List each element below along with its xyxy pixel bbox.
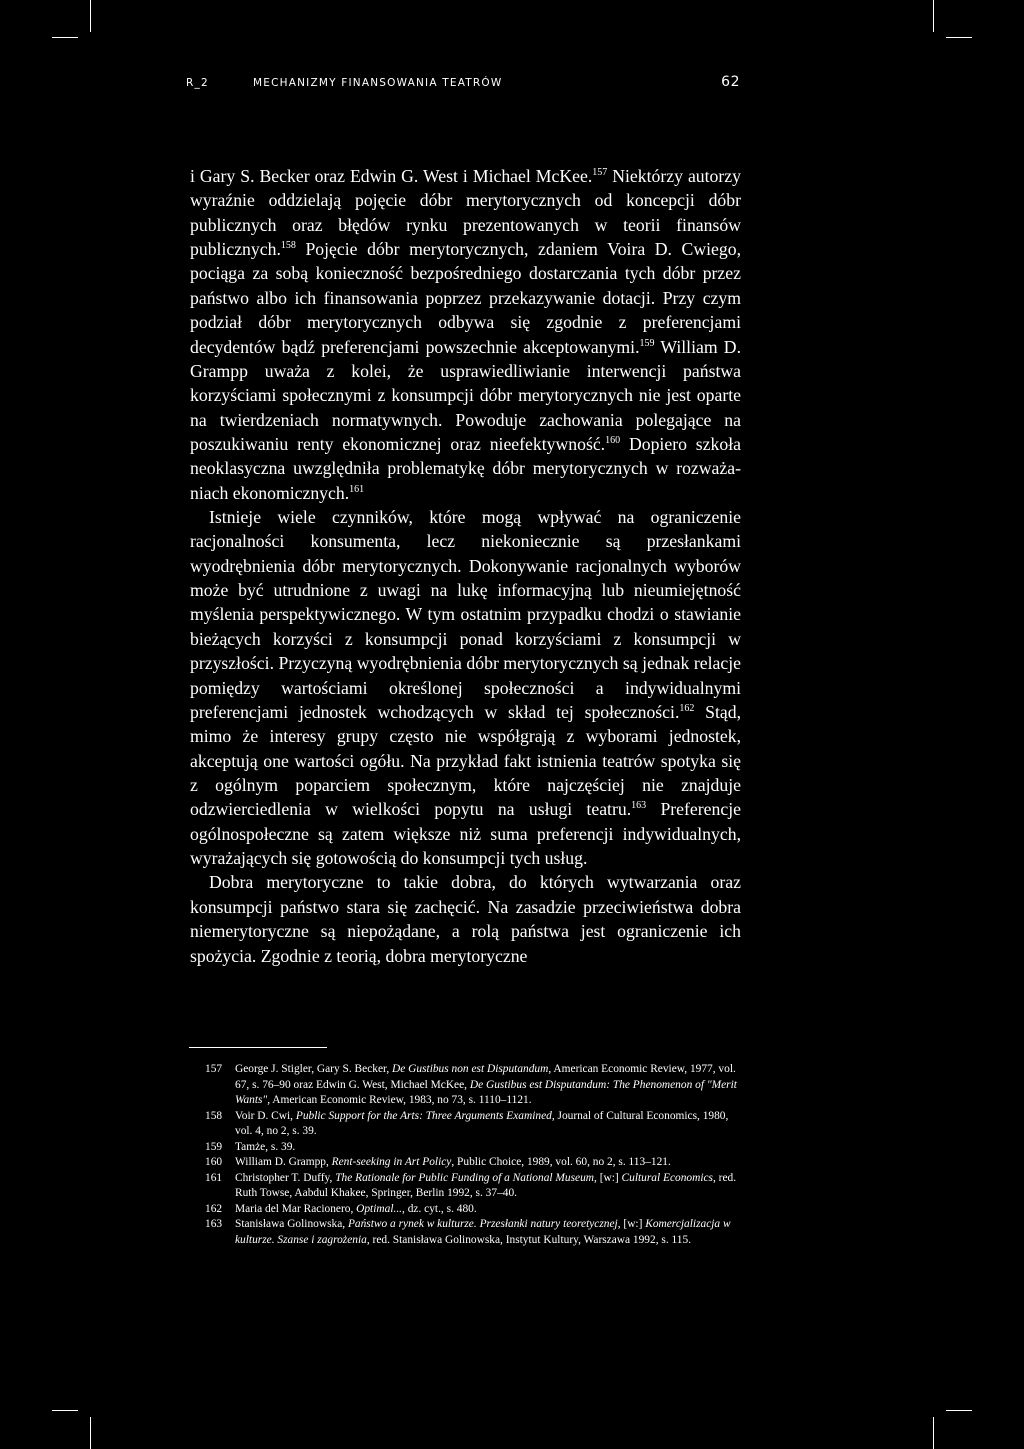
crop-mark <box>52 1410 78 1411</box>
footnote-text: , red. Ruth Towse, Aabdul Khakee, Springer, Berlin 1992, s. 37–40. <box>235 1171 737 1199</box>
footnote-ref: 157 <box>592 167 608 178</box>
footnote-ref: 159 <box>639 337 655 349</box>
crop-mark <box>946 1410 972 1411</box>
work-title: The Rationale for Public Funding of a National Museum <box>335 1171 594 1184</box>
footnote-text: William D. Grampp, <box>235 1156 332 1168</box>
text-run: Dopiero szkoła neoklasyczna uwzględniła problematykę dóbr merytorycznych w rozważaniach ekonomicznych. <box>190 433 741 503</box>
paragraph: Dobra merytoryczne to takie dobra, do których wytwarzania oraz konsumpcji państwo stara się zachęcić. Na zasadzie przeciwieństwa dobra niemerytoryczne są niepożądane, a rolą państwa jest ograniczenie ich spożycia. Zgodnie z teorią, dobra merytoryczne <box>190 872 741 966</box>
text-run: Pojęcie dóbr merytorycznych, zdaniem Voira D. Cwiego, pociąga za sobą konieczność bezpośredniego dostarczania tych dóbr przez państwo albo ich finansowania poprzez przekazywanie dotacji. Przy czym podział dóbr merytorycznych odbywa się zgodnie z preferencjami decydentów bądź preferencjami powszechnie akceptowanymi. <box>190 239 741 357</box>
footnote-text: , American Economic Review, 1977, vol. 67, s. 76–90 oraz Edwin G. West, Michael McKee, <box>235 1063 736 1091</box>
footnote-text: Christopher T. Duffy, <box>235 1171 336 1184</box>
chapter-title: MECHANIZMY FINANSOWANIA TEATRÓW <box>253 77 503 89</box>
footnote-text: , red. Stanisława Golinowska, Instytut Kultury, Warszawa 1992, s. 115. <box>366 1233 692 1246</box>
footnote-number: 158 <box>205 1109 223 1122</box>
page-number: 62 <box>721 74 740 90</box>
footnote-number: 161 <box>205 1171 223 1184</box>
crop-mark <box>90 1417 91 1449</box>
text-run: Istnieje wiele czynników, które mogą wpływać na ograniczenie racjonalności konsumenta, lecz niekoniecznie są przesłankami wyodrębnienia dóbr merytorycznych. Dokonywanie racjonalnych wyborów może być utrudnione z uwagi na lukę informacyjną lub nieumiejętność myślenia perspektywicznego. W tym ostatnim przypadku chodzi o stawianie bieżących korzyści z konsumpcji ponad korzyściami z konsumpcji w przyszłości. Przyczyną wyodrębnienia dóbr merytorycznych są jednak relacje pomiędzy wartościami określonej społeczności a indywidualnymi preferencjami jednostek wchodzących w skład tej społeczności. <box>190 507 741 722</box>
footnote-text: Maria del Mar Racionero, <box>235 1202 357 1215</box>
text-run: Niektórzy autorzy wyraźnie oddzielają pojęcie dóbr merytorycznych od koncepcji dóbr publicznych oraz błędów rynku prezentowanych w teorii finansów publicznych. <box>190 166 741 260</box>
footnote <box>205 1202 745 1218</box>
work-title: Komercjalizacja w kulturze. Szanse i zagrożenia <box>235 1218 731 1246</box>
footnote-text: George J. Stigler, Gary S. Becker, <box>235 1063 393 1075</box>
footnote-ref: 158 <box>280 240 296 252</box>
footnote-text: , [w:] <box>594 1171 622 1184</box>
crop-mark <box>933 1417 934 1449</box>
footnote-text: , Public Choice, 1989, vol. 60, no 2, s. 113–121. <box>451 1156 671 1168</box>
footnote-number: 163 <box>205 1218 223 1230</box>
section-label: R_2 <box>186 77 209 89</box>
footnotes <box>205 1062 745 1248</box>
footnote-text: , dz. cyt., s. 480. <box>402 1202 477 1215</box>
footnote <box>205 1217 745 1248</box>
footnote-ref: 163 <box>631 800 647 812</box>
work-title: Cultural Economics <box>621 1171 713 1184</box>
footnote-text: Voir D. Cwi, <box>235 1109 296 1122</box>
text-run: Preferencje ogólnospołeczne są zatem większe niż suma preferencji indywidualnych, wyrażających się gotowością do konsumpcji tych usług. <box>190 799 741 869</box>
footnote <box>205 1140 745 1156</box>
work-title: Rent-seeking in Art Policy <box>331 1156 452 1168</box>
footnote-ref: 162 <box>679 702 695 714</box>
text-run: William D. Grampp uważa z kolei, że usprawiedliwianie interwencji państwa korzyściami społecznymi z konsumpcji dóbr merytorycznych nie jest oparte na twierdzeniach normatywnych. Powoduje zachowania polegające na poszukiwaniu renty ekonomicznej oraz nieefektywność. <box>190 336 741 454</box>
crop-mark <box>933 0 934 32</box>
footnote-rule <box>189 1047 327 1048</box>
footnote-ref: 161 <box>349 483 365 495</box>
paragraph <box>190 164 741 505</box>
text-run: i Gary S. Becker oraz Edwin G. West i Michael McKee. <box>190 166 593 186</box>
footnote-text: , American Economic Review, 1983, no 73, s. 1110–1121. <box>267 1094 532 1106</box>
footnote-number: 157 <box>205 1063 223 1075</box>
footnote-text: , [w:] <box>617 1218 646 1230</box>
work-title: Optimal... <box>356 1202 403 1215</box>
footnote-number: 160 <box>205 1156 223 1168</box>
running-head <box>186 74 740 94</box>
crop-mark <box>90 0 91 32</box>
paragraph <box>190 505 741 870</box>
footnote <box>205 1155 745 1171</box>
text-run: Stąd, mimo że interesy grupy często nie współgrają z wyborami jednostek, akceptują one wartości ogółu. Na przykład fakt istnienia teatrów spotyka się z ogólnym poparciem społecznym, które najczęściej nie znajduje odzwierciedlenia w wielkości popytu na usługi teatru. <box>190 701 742 820</box>
work-title: De Gustibus est Disputandum: The Phenomenon of "Merit Wants" <box>235 1078 737 1106</box>
footnote-text: Tamże, s. 39. <box>235 1140 296 1153</box>
crop-mark <box>52 37 78 38</box>
footnote <box>205 1109 745 1140</box>
footnote-text: Stanisława Golinowska, <box>235 1218 348 1230</box>
work-title: De Gustibus non est Disputandum <box>392 1063 549 1075</box>
footnote-number: 162 <box>205 1202 223 1215</box>
footnote-ref: 160 <box>605 434 621 446</box>
body-text <box>190 164 741 968</box>
footnote <box>205 1062 745 1109</box>
footnote-number: 159 <box>205 1140 223 1153</box>
footnote <box>205 1171 745 1202</box>
work-title: Public Support for the Arts: Three Arguments Examined <box>295 1109 552 1122</box>
crop-mark <box>946 37 972 38</box>
footnote-text: , Journal of Cultural Economics, 1980, vol. 4, no 2, s. 39. <box>235 1109 729 1137</box>
work-title: Państwo a rynek w kulturze. Przesłanki natury teoretycznej <box>347 1218 618 1230</box>
